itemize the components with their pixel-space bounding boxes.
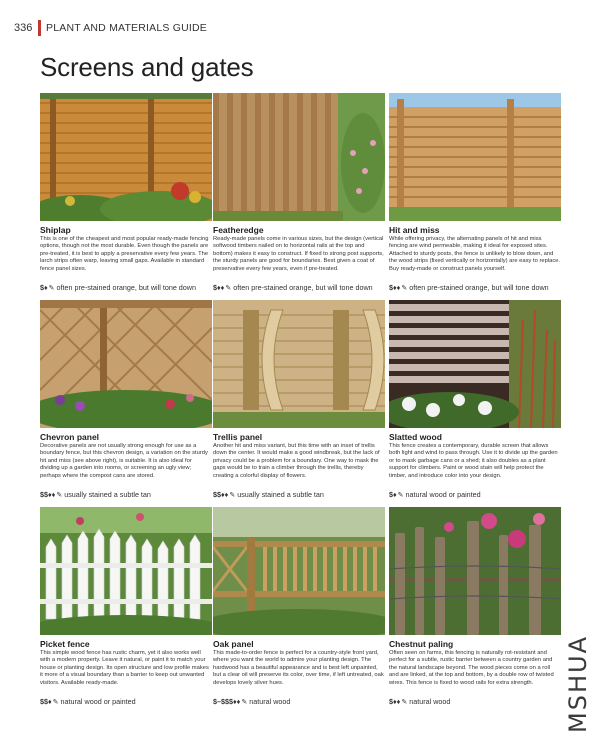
entry-shiplap	[40, 93, 212, 292]
entry-description: Decorative panels are not usually strong enough for use as a boundary fence, but this chevron design, a variation on the sturdy hit and miss (see above right), is suitable. It is also ideal for dividing up a garden into rooms, or screening an ugly view; perhaps where the compost cans are stored.	[40, 443, 208, 479]
cost-rating: $–$$$	[213, 697, 233, 706]
entry-description: This fence creates a contemporary, durable screen that allows both light and wind to pass through. Use it to divide up the garden or to mask garbage cans or a shed; it also doubles as a plant support for climbers. Paint or wood stain will help protect the timber, and introduce color into your design.	[389, 443, 558, 479]
entry-name: Slatted wood	[389, 432, 442, 442]
entry-slatted-wood	[389, 300, 561, 499]
entry-chevron-panel	[40, 300, 212, 499]
durability-rating: ♦♦	[48, 490, 56, 499]
entry-meta	[213, 697, 385, 706]
entry-name: Featheredge	[213, 225, 264, 235]
entry-description: Another hit and miss variant, but this time with an inset of trellis down the center. It would make a good windbreak, but the lack of privacy could be a problem for a boundary. One way to mask the gaps would be to train a climber through the trellis, thereby creating a colorful display of flowers.	[213, 443, 380, 479]
entry-meta	[40, 697, 212, 706]
entry-description: Ready-made panels come in various sizes, but the design (vertical softwood timbers nailed on to horizontal rails at the top and bottom) makes it easy to construct. If fixed to strong post supports, the sturdy panels are good for boundaries. Best given a coat of preservative every few years, even if pre-treated.	[213, 236, 384, 272]
entry-picket-fence	[40, 507, 212, 706]
photo-chestnut-paling	[389, 507, 561, 635]
photo-shiplap	[40, 93, 212, 221]
entry-meta	[213, 283, 385, 292]
cost-rating: $	[389, 283, 393, 292]
photo-slatted-wood	[389, 300, 561, 428]
finish-note: usually stained a subtle tan	[64, 490, 151, 499]
entry-hit-and-miss	[389, 93, 561, 292]
cost-rating: $	[40, 283, 44, 292]
photo-chevron-panel	[40, 300, 212, 428]
finish-note: natural wood	[409, 697, 451, 706]
durability-rating: ♦♦	[393, 283, 401, 292]
entry-name: Oak panel	[213, 639, 254, 649]
leaf-icon: ✎	[56, 492, 63, 499]
entry-description: While offering privacy, the alternating panels of hit and miss fencing are wind permeable, making it ideal for exposed sites. Attached to sturdy posts, the fence is unlikely to blow down, and the wood strips (fixed vertically or horizontally) are easy to replace. Buy ready-made or construct panels yourself.	[389, 236, 561, 272]
cost-rating: $	[389, 490, 393, 499]
section-title: PLANT AND MATERIALS GUIDE	[46, 22, 207, 34]
leaf-icon: ✎	[52, 699, 59, 706]
entry-name: Trellis panel	[213, 432, 263, 442]
entry-meta	[389, 283, 561, 292]
photo-oak-panel	[213, 507, 385, 635]
leaf-icon: ✎	[229, 492, 236, 499]
entry-meta	[40, 283, 212, 292]
running-header	[0, 20, 600, 38]
durability-rating: ♦	[44, 283, 48, 292]
entry-trellis-panel	[213, 300, 385, 499]
cost-rating: $$	[213, 490, 221, 499]
entry-oak-panel	[213, 507, 385, 706]
entry-meta	[389, 490, 561, 499]
entry-meta	[389, 697, 561, 706]
finish-note: natural wood or painted	[405, 490, 481, 499]
entry-name: Picket fence	[40, 639, 90, 649]
photo-picket-fence	[40, 507, 212, 635]
entry-description: This simple wood fence has rustic charm, yet it also works well with a modern property. Leave it natural, or paint it to match your house or planting design. Its open structure and low profile makes it more of a visual boundary than a barrier to keep out unwanted visitors. Available ready-made.	[40, 650, 209, 686]
entry-description: Often seen on farms, this fencing is naturally rot-resistant and perfect for a subtle, rustic barrier between a country garden and the natural landscape beyond. The wood pieces come on a roll and are linked, at the top and bottom, by a double row of twisted wires. This fence is fixed to wood rails for extra strength.	[389, 650, 554, 686]
leaf-icon: ✎	[48, 285, 55, 292]
finish-note: usually stained a subtle tan	[237, 490, 324, 499]
entry-name: Shiplap	[40, 225, 71, 235]
durability-rating: ♦	[48, 697, 52, 706]
finish-note: natural wood	[249, 697, 291, 706]
entry-featheredge	[213, 93, 385, 292]
finish-note: often pre-stained orange, but will tone down	[56, 283, 196, 292]
page-title: Screens and gates	[40, 52, 254, 82]
leaf-icon: ✎	[397, 492, 404, 499]
entry-chestnut-paling	[389, 507, 561, 706]
leaf-icon: ✎	[401, 285, 408, 292]
entry-meta	[40, 490, 212, 499]
durability-rating: ♦♦	[217, 283, 225, 292]
finish-note: natural wood or painted	[60, 697, 136, 706]
page-number: 336	[14, 22, 33, 34]
entry-name: Chestnut paling	[389, 639, 454, 649]
photo-trellis-panel	[213, 300, 385, 428]
entry-name: Hit and miss	[389, 225, 440, 235]
cost-rating: $$	[40, 697, 48, 706]
cost-rating: $	[389, 697, 393, 706]
leaf-icon: ✎	[241, 699, 248, 706]
entry-description: This is one of the cheapest and most popular ready-made fencing options, though not the most durable. Even though the panels are pre-treated, it is best to apply a preservative every few years. The larch strips often warp, leaving small gaps. Available in standard fence panel sizes.	[40, 236, 209, 272]
photo-featheredge	[213, 93, 385, 221]
entry-meta	[213, 490, 385, 499]
watermark: MSHUA	[564, 635, 592, 733]
header-rule	[38, 20, 41, 36]
entry-description: This made-to-order fence is perfect for a country-style front yard, where you want the world to admire your planting design. The hardwood has a beautiful appearance and is best left unpainted, but a clear oil will preserve its color, over time, if left untreated, oak develops lovely silver hues.	[213, 650, 384, 686]
finish-note: often pre-stained orange, but will tone down	[409, 283, 549, 292]
cost-rating: $	[213, 283, 217, 292]
durability-rating: ♦♦	[221, 490, 229, 499]
cost-rating: $$	[40, 490, 48, 499]
entry-name: Chevron panel	[40, 432, 100, 442]
leaf-icon: ✎	[225, 285, 232, 292]
durability-rating: ♦	[393, 490, 397, 499]
finish-note: often pre-stained orange, but will tone down	[233, 283, 373, 292]
durability-rating: ♦♦	[233, 697, 241, 706]
durability-rating: ♦♦	[393, 697, 401, 706]
photo-hit-and-miss	[389, 93, 561, 221]
leaf-icon: ✎	[401, 699, 408, 706]
